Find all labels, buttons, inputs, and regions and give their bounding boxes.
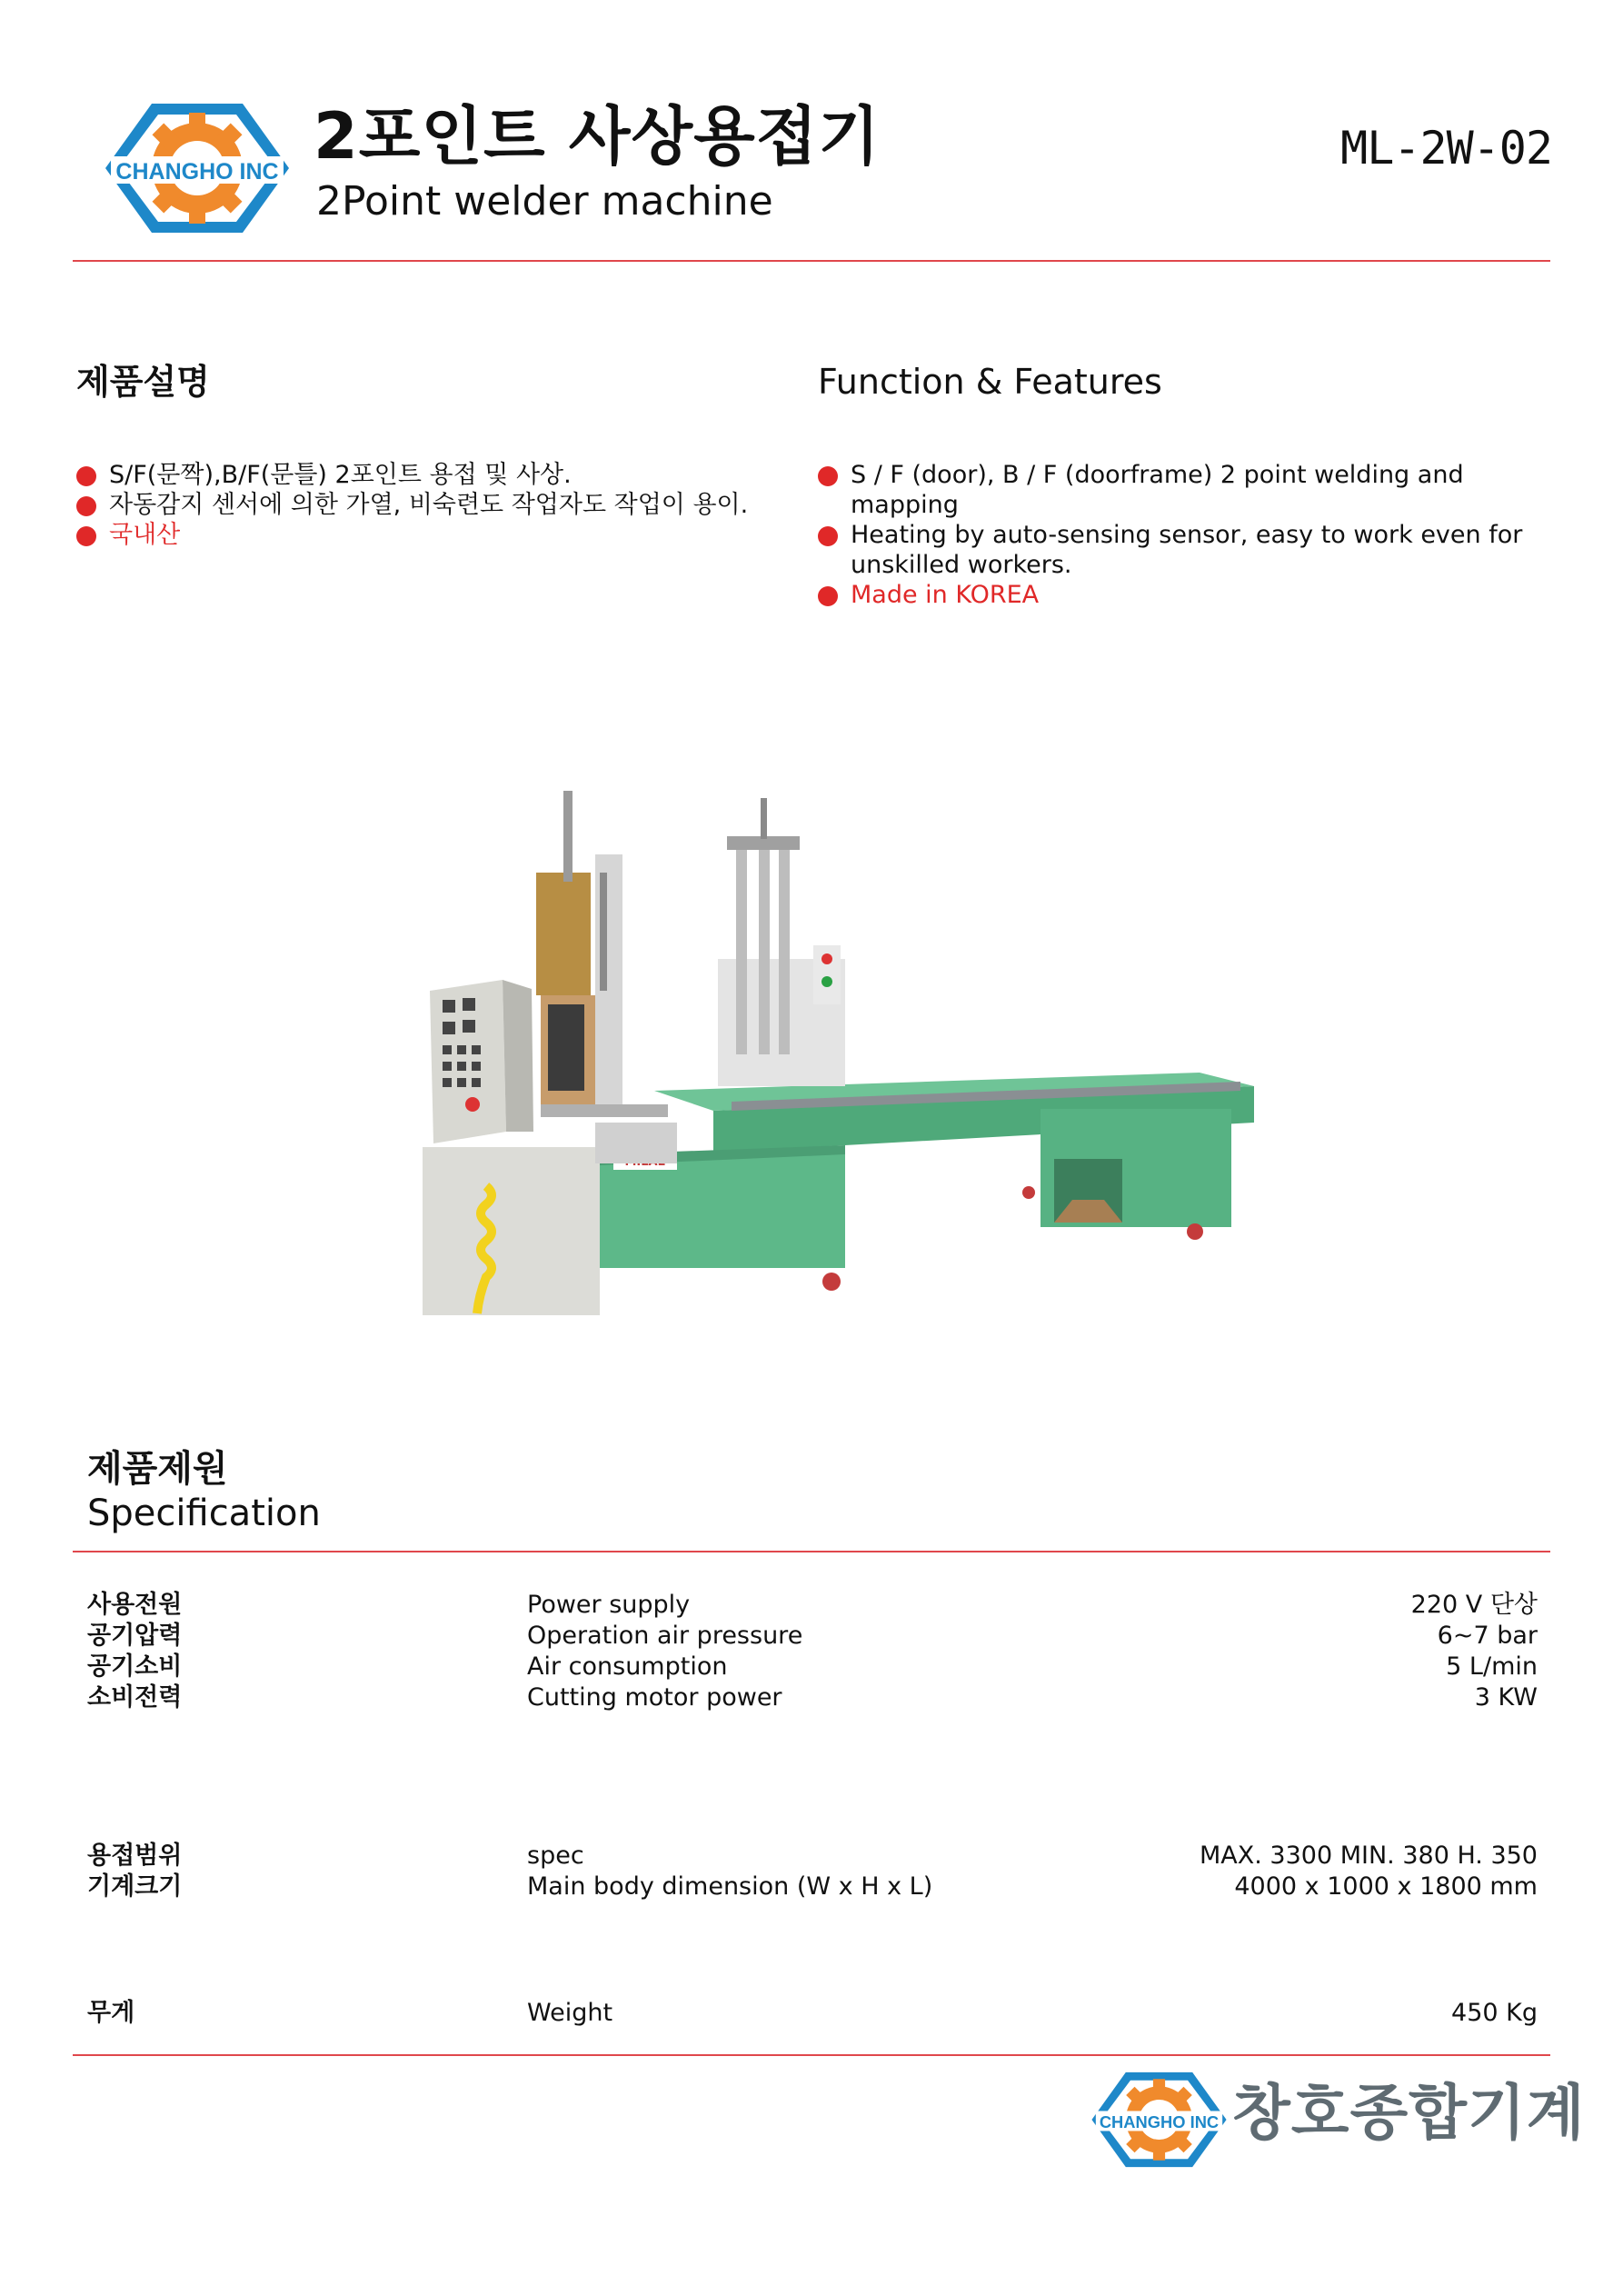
spec-label-en: Power supply	[527, 1591, 691, 1619]
spec-value: MAX. 3300 MIN. 380 H. 350	[1200, 1842, 1538, 1870]
company-name: 창호종합기계	[1232, 2078, 1586, 2148]
company-logo	[102, 100, 293, 236]
list-item	[76, 460, 767, 490]
spec-row	[87, 1590, 1538, 1621]
spec-label-ko: 용접범위	[87, 1842, 183, 1870]
description-en-heading: Function & Features	[818, 362, 1162, 402]
spec-label-ko: 소비전력	[87, 1683, 183, 1712]
spec-group	[87, 1998, 1538, 2029]
bullet-text: Made in KOREA	[851, 581, 1040, 609]
bullet-icon	[818, 466, 838, 486]
footer-divider	[73, 2054, 1550, 2056]
bullet-icon	[76, 526, 96, 546]
spec-label-ko: 사용전원	[87, 1591, 183, 1619]
machine-photo	[386, 773, 1277, 1336]
spec-row	[87, 1872, 1538, 1902]
spec-row	[87, 1652, 1538, 1682]
spec-group	[87, 1841, 1538, 1902]
list-item	[818, 580, 1545, 610]
description-en-list	[818, 460, 1545, 610]
list-item	[76, 520, 767, 550]
title-english: 2Point welder machine	[316, 178, 773, 225]
list-item	[76, 490, 767, 520]
spec-value: 6~7 bar	[1437, 1622, 1538, 1650]
spec-title-en: Specification	[87, 1492, 321, 1534]
bullet-text: 국내산	[109, 521, 181, 549]
spec-value: 5 L/min	[1446, 1652, 1538, 1681]
spec-label-en: spec	[527, 1842, 584, 1870]
list-item	[818, 460, 1545, 520]
model-number: ML-2W-02	[1340, 122, 1552, 175]
bullet-icon	[818, 526, 838, 546]
spec-value: 220 V 단상	[1410, 1591, 1538, 1619]
bullet-text: Heating by auto-sensing sensor, easy to work even for unskilled workers.	[851, 521, 1523, 579]
spec-label-en: Cutting motor power	[527, 1683, 782, 1712]
spec-row	[87, 1682, 1538, 1713]
spec-row	[87, 1841, 1538, 1872]
spec-label-en: Main body dimension (W x H x L)	[527, 1872, 933, 1901]
spec-value: 450 Kg	[1451, 1999, 1538, 2027]
spec-label-en: Operation air pressure	[527, 1622, 803, 1650]
spec-title-ko: 제품제원	[87, 1448, 228, 1490]
footer-logo	[1089, 2070, 1230, 2170]
bullet-text: S / F (door), B / F (doorframe) 2 point welding and mapping	[851, 461, 1464, 519]
spec-group	[87, 1590, 1538, 1713]
bullet-text: S/F(문짝),B/F(문틀) 2포인트 용접 및 사상.	[109, 461, 572, 489]
spec-label-ko: 공기소비	[87, 1652, 183, 1681]
logo-text: CHANGHO INC	[1099, 2111, 1220, 2131]
spec-row	[87, 1621, 1538, 1652]
spec-label-en: Weight	[527, 1999, 613, 2027]
spec-value: 3 KW	[1474, 1683, 1538, 1712]
spec-value: 4000 x 1000 x 1800 mm	[1234, 1872, 1538, 1901]
spec-label-ko: 공기압력	[87, 1622, 183, 1650]
bullet-icon	[76, 466, 96, 486]
spec-label-ko: 기계크기	[87, 1872, 183, 1901]
title-korean: 2포인트 사상용접기	[314, 99, 881, 174]
spec-label-en: Air consumption	[527, 1652, 728, 1681]
header-divider	[73, 260, 1550, 262]
logo-text: CHANGHO INC	[115, 159, 279, 185]
bullet-icon	[818, 586, 838, 606]
spec-row	[87, 1998, 1538, 2029]
bullet-text: 자동감지 센서에 의한 가열, 비숙련도 작업자도 작업이 용이.	[109, 491, 749, 519]
spec-label-ko: 무게	[87, 1999, 135, 2027]
bullet-icon	[76, 496, 96, 516]
list-item	[818, 520, 1545, 580]
description-ko-list	[76, 460, 767, 550]
description-ko-heading: 제품설명	[76, 362, 210, 402]
spec-divider	[73, 1551, 1550, 1552]
